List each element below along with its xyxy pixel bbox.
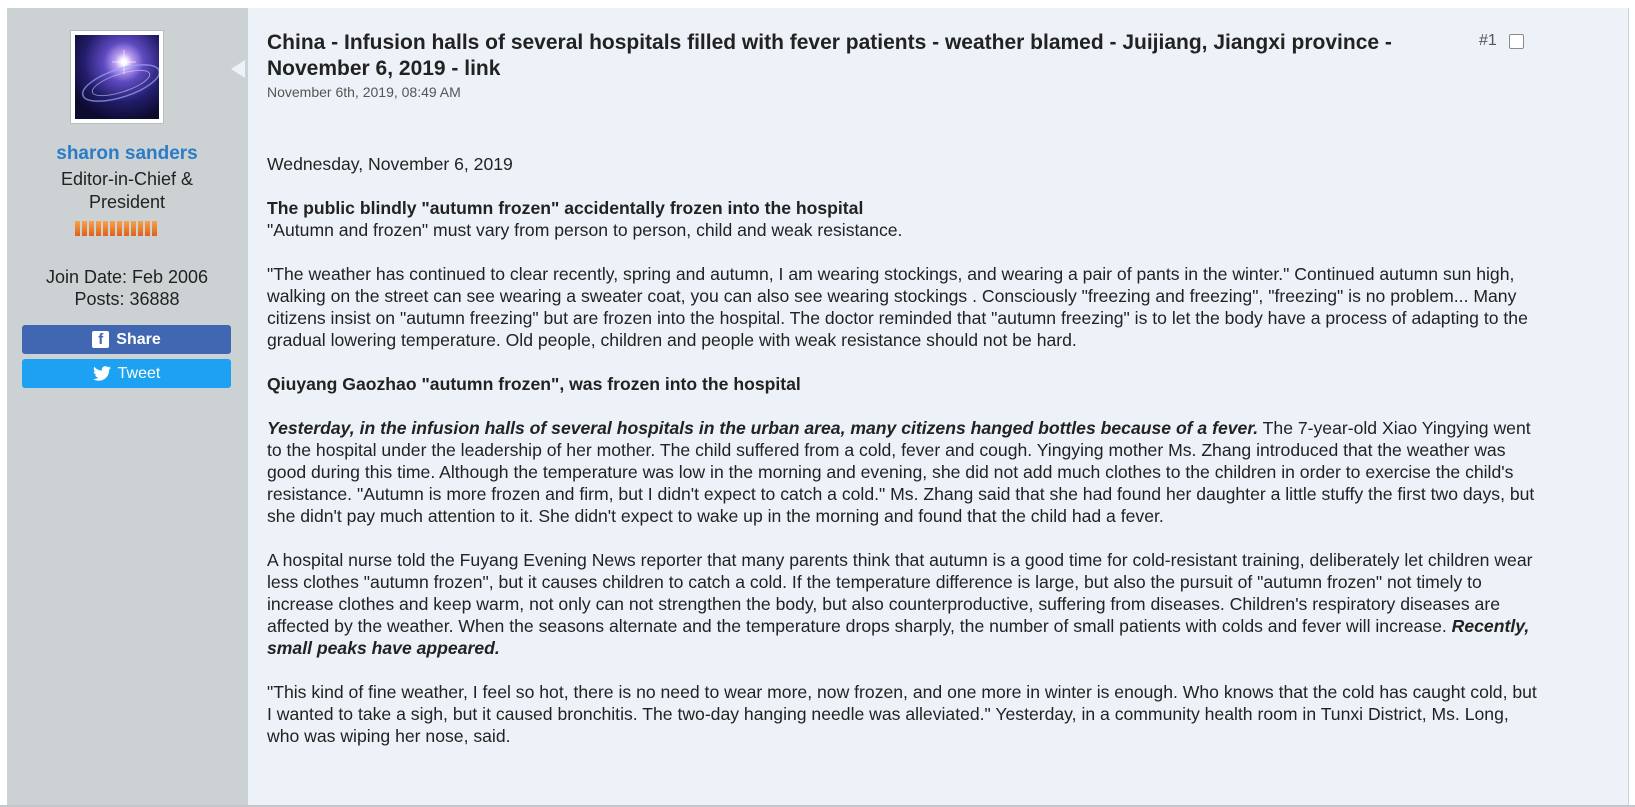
join-date: Join Date: Feb 2006 xyxy=(45,267,209,287)
post-paragraph-4: "This kind of fine weather, I feel so hot, there is no need to wear more, now frozen, and one more in winter is enough. Who knows that the cold has caught cold, but I wanted to take a sigh, but it caused bronchitis. The two-day hanging needle was alleviated." Yesterday, in a community health room in Tunxi District, Ms. Long, who was wiping her nose, said. xyxy=(267,682,1537,746)
user-title xyxy=(7,168,247,214)
post-heading-1: The public blindly "autumn frozen" accidentally frozen into the hospital xyxy=(267,198,864,218)
user-title-line2: President xyxy=(88,192,166,212)
post-dateline: Wednesday, November 6, 2019 xyxy=(267,154,513,174)
reputation-pip xyxy=(110,221,115,236)
reputation-pip xyxy=(82,221,87,236)
reputation-pip xyxy=(117,221,122,236)
post-paragraph-3 xyxy=(267,549,1537,659)
post-paragraph-3-emphasis: Recently, small peaks have appeared. xyxy=(267,616,1530,658)
post-select-checkbox[interactable] xyxy=(1509,34,1524,49)
post-paragraph-1: "The weather has continued to clear recently, spring and autumn, I am wearing stockings, and wearing a pair of pants in the winter." Continued autumn sun high, walking on the street can see wearing a sweater coat, you can also see wearing stockings . Consciously "freezing and freezing", "freezing" is no problem... Many citizens insist on "autumn freezing" but are frozen into the hospital. The doctor reminded that "autumn freezing" is to let the body have a process of adapting to the gradual lowering temperature. Old people, children and people with weak resistance should not be hard. xyxy=(267,264,1528,350)
reputation-pip xyxy=(89,221,94,236)
user-info xyxy=(7,266,247,310)
facebook-share-button[interactable] xyxy=(22,325,231,354)
reputation-pip xyxy=(96,221,101,236)
reputation-pip xyxy=(138,221,143,236)
post-container xyxy=(247,8,1629,807)
twitter-tweet-button[interactable] xyxy=(22,359,231,388)
post-paragraph-2 xyxy=(267,417,1537,527)
facebook-share-label: Share xyxy=(116,330,161,348)
post-body xyxy=(267,153,1537,769)
facebook-icon: f xyxy=(92,331,109,348)
post-section-1 xyxy=(267,197,1537,241)
twitter-bird-icon xyxy=(93,366,111,381)
post-heading-2: Qiuyang Gaozhao "autumn frozen", was frozen into the hospital xyxy=(267,374,801,394)
user-sidebar xyxy=(7,8,247,807)
post-paragraph-3-text: A hospital nurse told the Fuyang Evening News reporter that many parents think that autumn is a good time for cold-resistant training, deliberately let children wear less clothes "autumn frozen", but it causes children to catch a cold. If the temperature difference is large, but also the pursuit of "autumn frozen" not timely to increase clothes and keep warm, not only can not strengthen the body, but also counterproductive, suffering from diseases. Children's respiratory diseases are affected by the weather. When the seasons alternate and the temperature drops sharply, the number of small patients with colds and fever will increase. xyxy=(267,550,1533,636)
post-subline-1: "Autumn and frozen" must vary from person to person, child and weak resistance. xyxy=(267,220,903,240)
reputation-pip xyxy=(145,221,150,236)
user-title-line1: Editor-in-Chief & xyxy=(60,169,194,189)
avatar-image-icon xyxy=(75,35,159,119)
twitter-tweet-label: Tweet xyxy=(117,364,161,382)
post-date: November 6th, 2019, 08:49 AM xyxy=(267,84,461,100)
post-number-link[interactable]: #1 xyxy=(1479,32,1497,49)
reputation-pip xyxy=(75,221,80,236)
reputation-pip xyxy=(124,221,129,236)
post-pointer-arrow xyxy=(231,60,245,78)
reputation-pip xyxy=(152,221,157,236)
avatar-frame[interactable] xyxy=(70,30,164,124)
post-paragraph-2-emphasis: Yesterday, in the infusion halls of several hospitals in the urban area, many citizens hanged bottles because of a fever. xyxy=(267,418,1259,438)
username-link[interactable]: sharon sanders xyxy=(56,143,198,164)
avatar xyxy=(75,35,159,119)
post-paragraph-2-text: The 7-year-old Xiao Yingying went to the hospital under the leadership of her mother. The child suffered from a cold, fever and cough. Yingying mother Ms. Zhang introduced that the weather was good during this time. Although the temperature was low in the morning and evening, she did not add much clothes to the children in order to exercise the child's resistance. "Autumn is more frozen and firm, but I didn't expect to catch a cold." Ms. Zhang said that she had found her daughter a little stuffy the first two days, but she didn't pay much attention to it. She didn't expect to wake up in the morning and found that the child had a fever. xyxy=(267,418,1535,526)
post-count: Posts: 36888 xyxy=(74,289,180,309)
post-title: China - Infusion halls of several hospitals filled with fever patients - weather blamed - Juijiang, Jiangxi province - November 6, 2019 - link xyxy=(267,31,1392,80)
reputation-pip xyxy=(131,221,136,236)
reputation-bar xyxy=(75,221,157,236)
reputation-pip xyxy=(103,221,108,236)
